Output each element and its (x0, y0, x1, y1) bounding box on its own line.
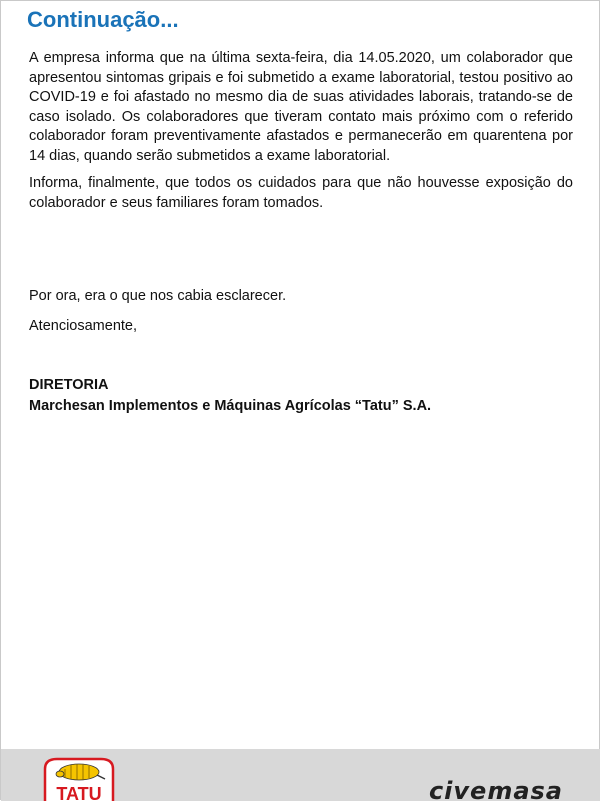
signature-title: DIRETORIA (29, 377, 109, 393)
salutation: Atenciosamente, (29, 318, 138, 334)
page-heading: Continuação... (27, 7, 179, 32)
civemasa-logo: civemasa (428, 777, 563, 801)
closing-line: Por ora, era o que nos cabia esclarecer. (29, 288, 287, 304)
signature-company: Marchesan Implementos e Máquinas Agrícolas “Tatu” S.A. (29, 398, 432, 414)
footer-bar (1, 749, 600, 801)
paragraph-1: A empresa informa que na última sexta-feira, dia 14.05.2020, um colaborador que apresentou sintomas gripais e foi submetido a exame laboratorial, testou positivo ao COVID-19 e foi afastado no mesmo dia de suas atividades laborais, tratando-se de caso isolado. Os colaboradores que tiveram contato mais próximo com o referido colaborador foram preventivamente afastados e permanecerão em quarentena por 14 dias, quando serão submetidos a exame laboratorial. (29, 50, 573, 164)
body-text (29, 49, 573, 221)
paragraph-2: Informa, finalmente, que todos os cuidados para que não houvesse exposição do colaborador e seus familiares foram tomados. (29, 175, 573, 211)
tatu-logo (43, 757, 115, 801)
svg-text:TATU: TATU (56, 784, 102, 801)
